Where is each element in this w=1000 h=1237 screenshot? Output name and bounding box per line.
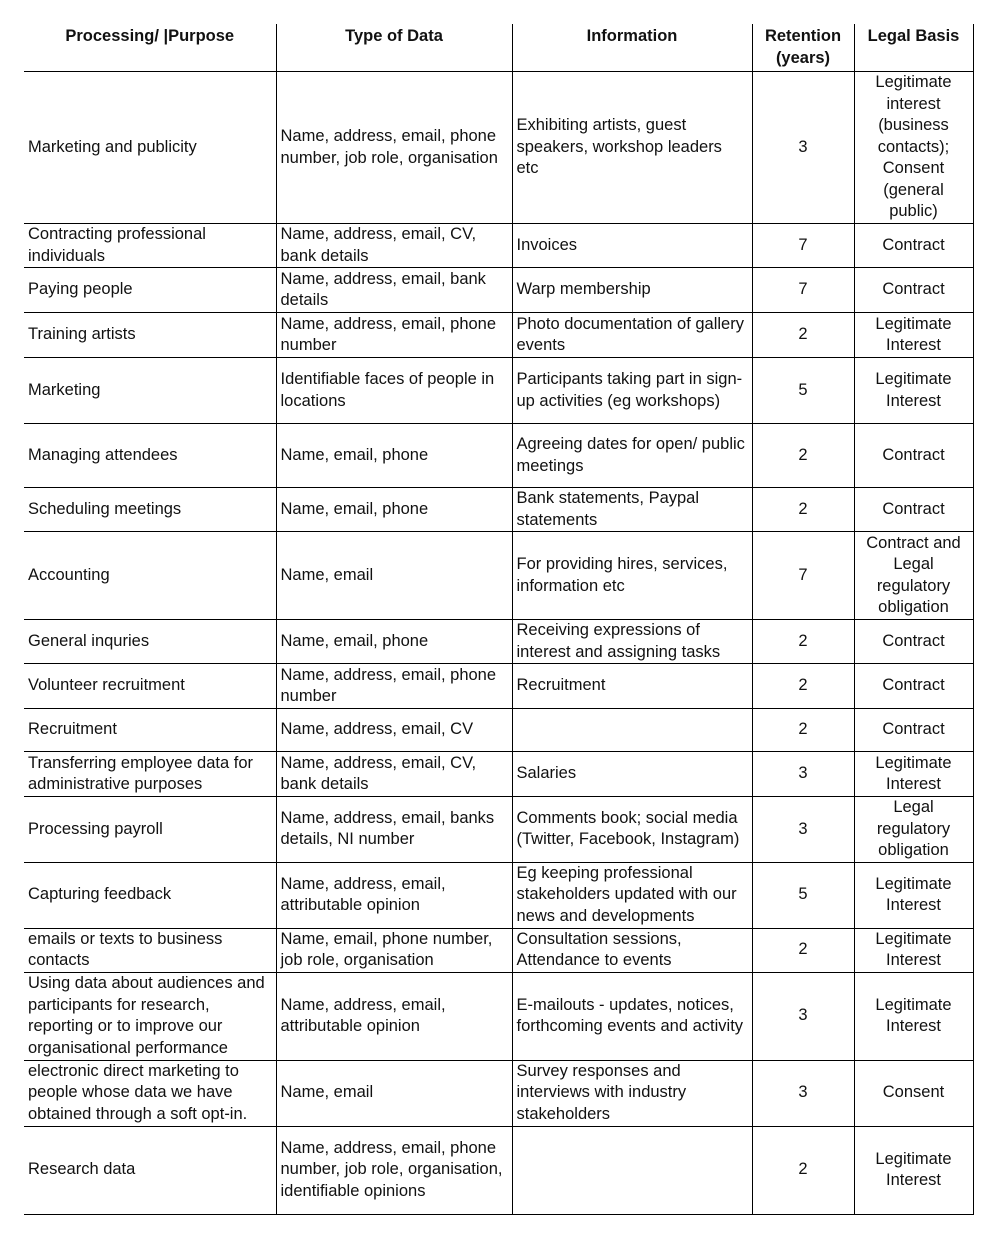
- table-row: [24, 620, 973, 664]
- cell-type-of-data: Name, email, phone: [276, 620, 512, 664]
- cell-legal-basis: Consent: [854, 1060, 973, 1126]
- table-row: [24, 664, 973, 709]
- table-row: [24, 862, 973, 928]
- cell-purpose: General inquries: [24, 620, 276, 664]
- cell-purpose: Paying people: [24, 268, 276, 313]
- cell-purpose: Contracting professional individuals: [24, 224, 276, 268]
- cell-type-of-data: Name, address, email, attributable opinion: [276, 862, 512, 928]
- cell-legal-basis: Legitimate Interest: [854, 313, 973, 358]
- cell-purpose: Marketing and publicity: [24, 72, 276, 224]
- cell-type-of-data: Identifiable faces of people in locations: [276, 358, 512, 424]
- cell-purpose: Recruitment: [24, 709, 276, 752]
- cell-information: [512, 1126, 752, 1214]
- cell-legal-basis: Legitimate Interest: [854, 862, 973, 928]
- cell-legal-basis: Contract: [854, 488, 973, 532]
- table-row: [24, 268, 973, 313]
- cell-purpose: Research data: [24, 1126, 276, 1214]
- table-row: [24, 797, 973, 863]
- cell-information: Comments book; social media (Twitter, Facebook, Instagram): [512, 797, 752, 863]
- table-row: [24, 424, 973, 488]
- header-legal-basis: Legal Basis: [854, 24, 973, 72]
- cell-retention: 3: [752, 752, 854, 797]
- cell-purpose: Volunteer recruitment: [24, 664, 276, 709]
- cell-retention: 5: [752, 862, 854, 928]
- cell-type-of-data: Name, address, email, CV: [276, 709, 512, 752]
- cell-legal-basis: Legal regulatory obligation: [854, 797, 973, 863]
- cell-purpose: Accounting: [24, 532, 276, 620]
- cell-information: For providing hires, services, information etc: [512, 532, 752, 620]
- cell-retention: 3: [752, 972, 854, 1060]
- table-row: [24, 224, 973, 268]
- cell-type-of-data: Name, address, email, phone number: [276, 313, 512, 358]
- table-row: [24, 709, 973, 752]
- cell-type-of-data: Name, address, email, phone number, job role, organisation: [276, 72, 512, 224]
- table-row: [24, 752, 973, 797]
- table-row: [24, 313, 973, 358]
- cell-type-of-data: Name, address, email, bank details: [276, 268, 512, 313]
- cell-purpose: Scheduling meetings: [24, 488, 276, 532]
- cell-purpose: Training artists: [24, 313, 276, 358]
- table-row: [24, 488, 973, 532]
- cell-retention: 2: [752, 424, 854, 488]
- cell-information: Consultation sessions, Attendance to events: [512, 928, 752, 972]
- cell-purpose: Transferring employee data for administrative purposes: [24, 752, 276, 797]
- header-information: Information: [512, 24, 752, 72]
- table-row: [24, 1060, 973, 1126]
- cell-information: Participants taking part in sign-up activities (eg workshops): [512, 358, 752, 424]
- cell-retention: 3: [752, 1060, 854, 1126]
- cell-information: Invoices: [512, 224, 752, 268]
- cell-information: Agreeing dates for open/ public meetings: [512, 424, 752, 488]
- cell-legal-basis: Legitimate Interest: [854, 1126, 973, 1214]
- cell-purpose: Managing attendees: [24, 424, 276, 488]
- cell-purpose: Processing payroll: [24, 797, 276, 863]
- cell-type-of-data: Name, address, email, CV, bank details: [276, 224, 512, 268]
- cell-retention: 2: [752, 620, 854, 664]
- table-row: [24, 532, 973, 620]
- table-row: [24, 928, 973, 972]
- cell-information: E-mailouts - updates, notices, forthcoming events and activity: [512, 972, 752, 1060]
- cell-type-of-data: Name, address, email, phone number: [276, 664, 512, 709]
- cell-type-of-data: Name, email: [276, 1060, 512, 1126]
- cell-retention: 2: [752, 928, 854, 972]
- header-row: [24, 24, 973, 72]
- cell-information: Salaries: [512, 752, 752, 797]
- cell-retention: 2: [752, 709, 854, 752]
- header-type-of-data: Type of Data: [276, 24, 512, 72]
- cell-legal-basis: Contract: [854, 424, 973, 488]
- cell-legal-basis: Legitimate interest (business contacts); Consent (general public): [854, 72, 973, 224]
- cell-information: Survey responses and interviews with industry stakeholders: [512, 1060, 752, 1126]
- cell-legal-basis: Legitimate Interest: [854, 928, 973, 972]
- cell-purpose: Marketing: [24, 358, 276, 424]
- data-processing-table-container: [24, 24, 973, 1215]
- cell-retention: 2: [752, 1126, 854, 1214]
- cell-retention: 7: [752, 268, 854, 313]
- cell-type-of-data: Name, email, phone number, job role, organisation: [276, 928, 512, 972]
- cell-retention: 2: [752, 313, 854, 358]
- cell-information: Recruitment: [512, 664, 752, 709]
- cell-retention: 5: [752, 358, 854, 424]
- cell-retention: 2: [752, 664, 854, 709]
- cell-legal-basis: Contract: [854, 224, 973, 268]
- cell-information: Receiving expressions of interest and assigning tasks: [512, 620, 752, 664]
- cell-information: Bank statements, Paypal statements: [512, 488, 752, 532]
- cell-purpose: electronic direct marketing to people whose data we have obtained through a soft opt-in.: [24, 1060, 276, 1126]
- cell-purpose: Capturing feedback: [24, 862, 276, 928]
- cell-retention: 3: [752, 72, 854, 224]
- cell-legal-basis: Contract and Legal regulatory obligation: [854, 532, 973, 620]
- table-row: [24, 358, 973, 424]
- cell-type-of-data: Name, email: [276, 532, 512, 620]
- cell-type-of-data: Name, address, email, banks details, NI number: [276, 797, 512, 863]
- cell-legal-basis: Contract: [854, 268, 973, 313]
- cell-legal-basis: Contract: [854, 664, 973, 709]
- cell-purpose: Using data about audiences and participants for research, reporting or to improve our organisational performance: [24, 972, 276, 1060]
- table-row: [24, 72, 973, 224]
- cell-type-of-data: Name, email, phone: [276, 424, 512, 488]
- cell-information: Exhibiting artists, guest speakers, workshop leaders etc: [512, 72, 752, 224]
- cell-type-of-data: Name, address, email, phone number, job role, organisation, identifiable opinions: [276, 1126, 512, 1214]
- cell-retention: 2: [752, 488, 854, 532]
- cell-legal-basis: Contract: [854, 709, 973, 752]
- table-body: [24, 72, 973, 1215]
- cell-retention: 3: [752, 797, 854, 863]
- cell-legal-basis: Legitimate Interest: [854, 972, 973, 1060]
- cell-type-of-data: Name, email, phone: [276, 488, 512, 532]
- cell-legal-basis: Contract: [854, 620, 973, 664]
- cell-purpose: emails or texts to business contacts: [24, 928, 276, 972]
- data-processing-table: [24, 24, 974, 1215]
- table-row: [24, 972, 973, 1060]
- cell-retention: 7: [752, 532, 854, 620]
- cell-legal-basis: Legitimate Interest: [854, 752, 973, 797]
- table-row: [24, 1126, 973, 1214]
- cell-information: Eg keeping professional stakeholders updated with our news and developments: [512, 862, 752, 928]
- cell-information: [512, 709, 752, 752]
- cell-retention: 7: [752, 224, 854, 268]
- cell-type-of-data: Name, address, email, attributable opinion: [276, 972, 512, 1060]
- header-purpose: Processing/ |Purpose: [24, 24, 276, 72]
- header-retention: Retention (years): [752, 24, 854, 72]
- cell-information: Warp membership: [512, 268, 752, 313]
- cell-information: Photo documentation of gallery events: [512, 313, 752, 358]
- cell-type-of-data: Name, address, email, CV, bank details: [276, 752, 512, 797]
- cell-legal-basis: Legitimate Interest: [854, 358, 973, 424]
